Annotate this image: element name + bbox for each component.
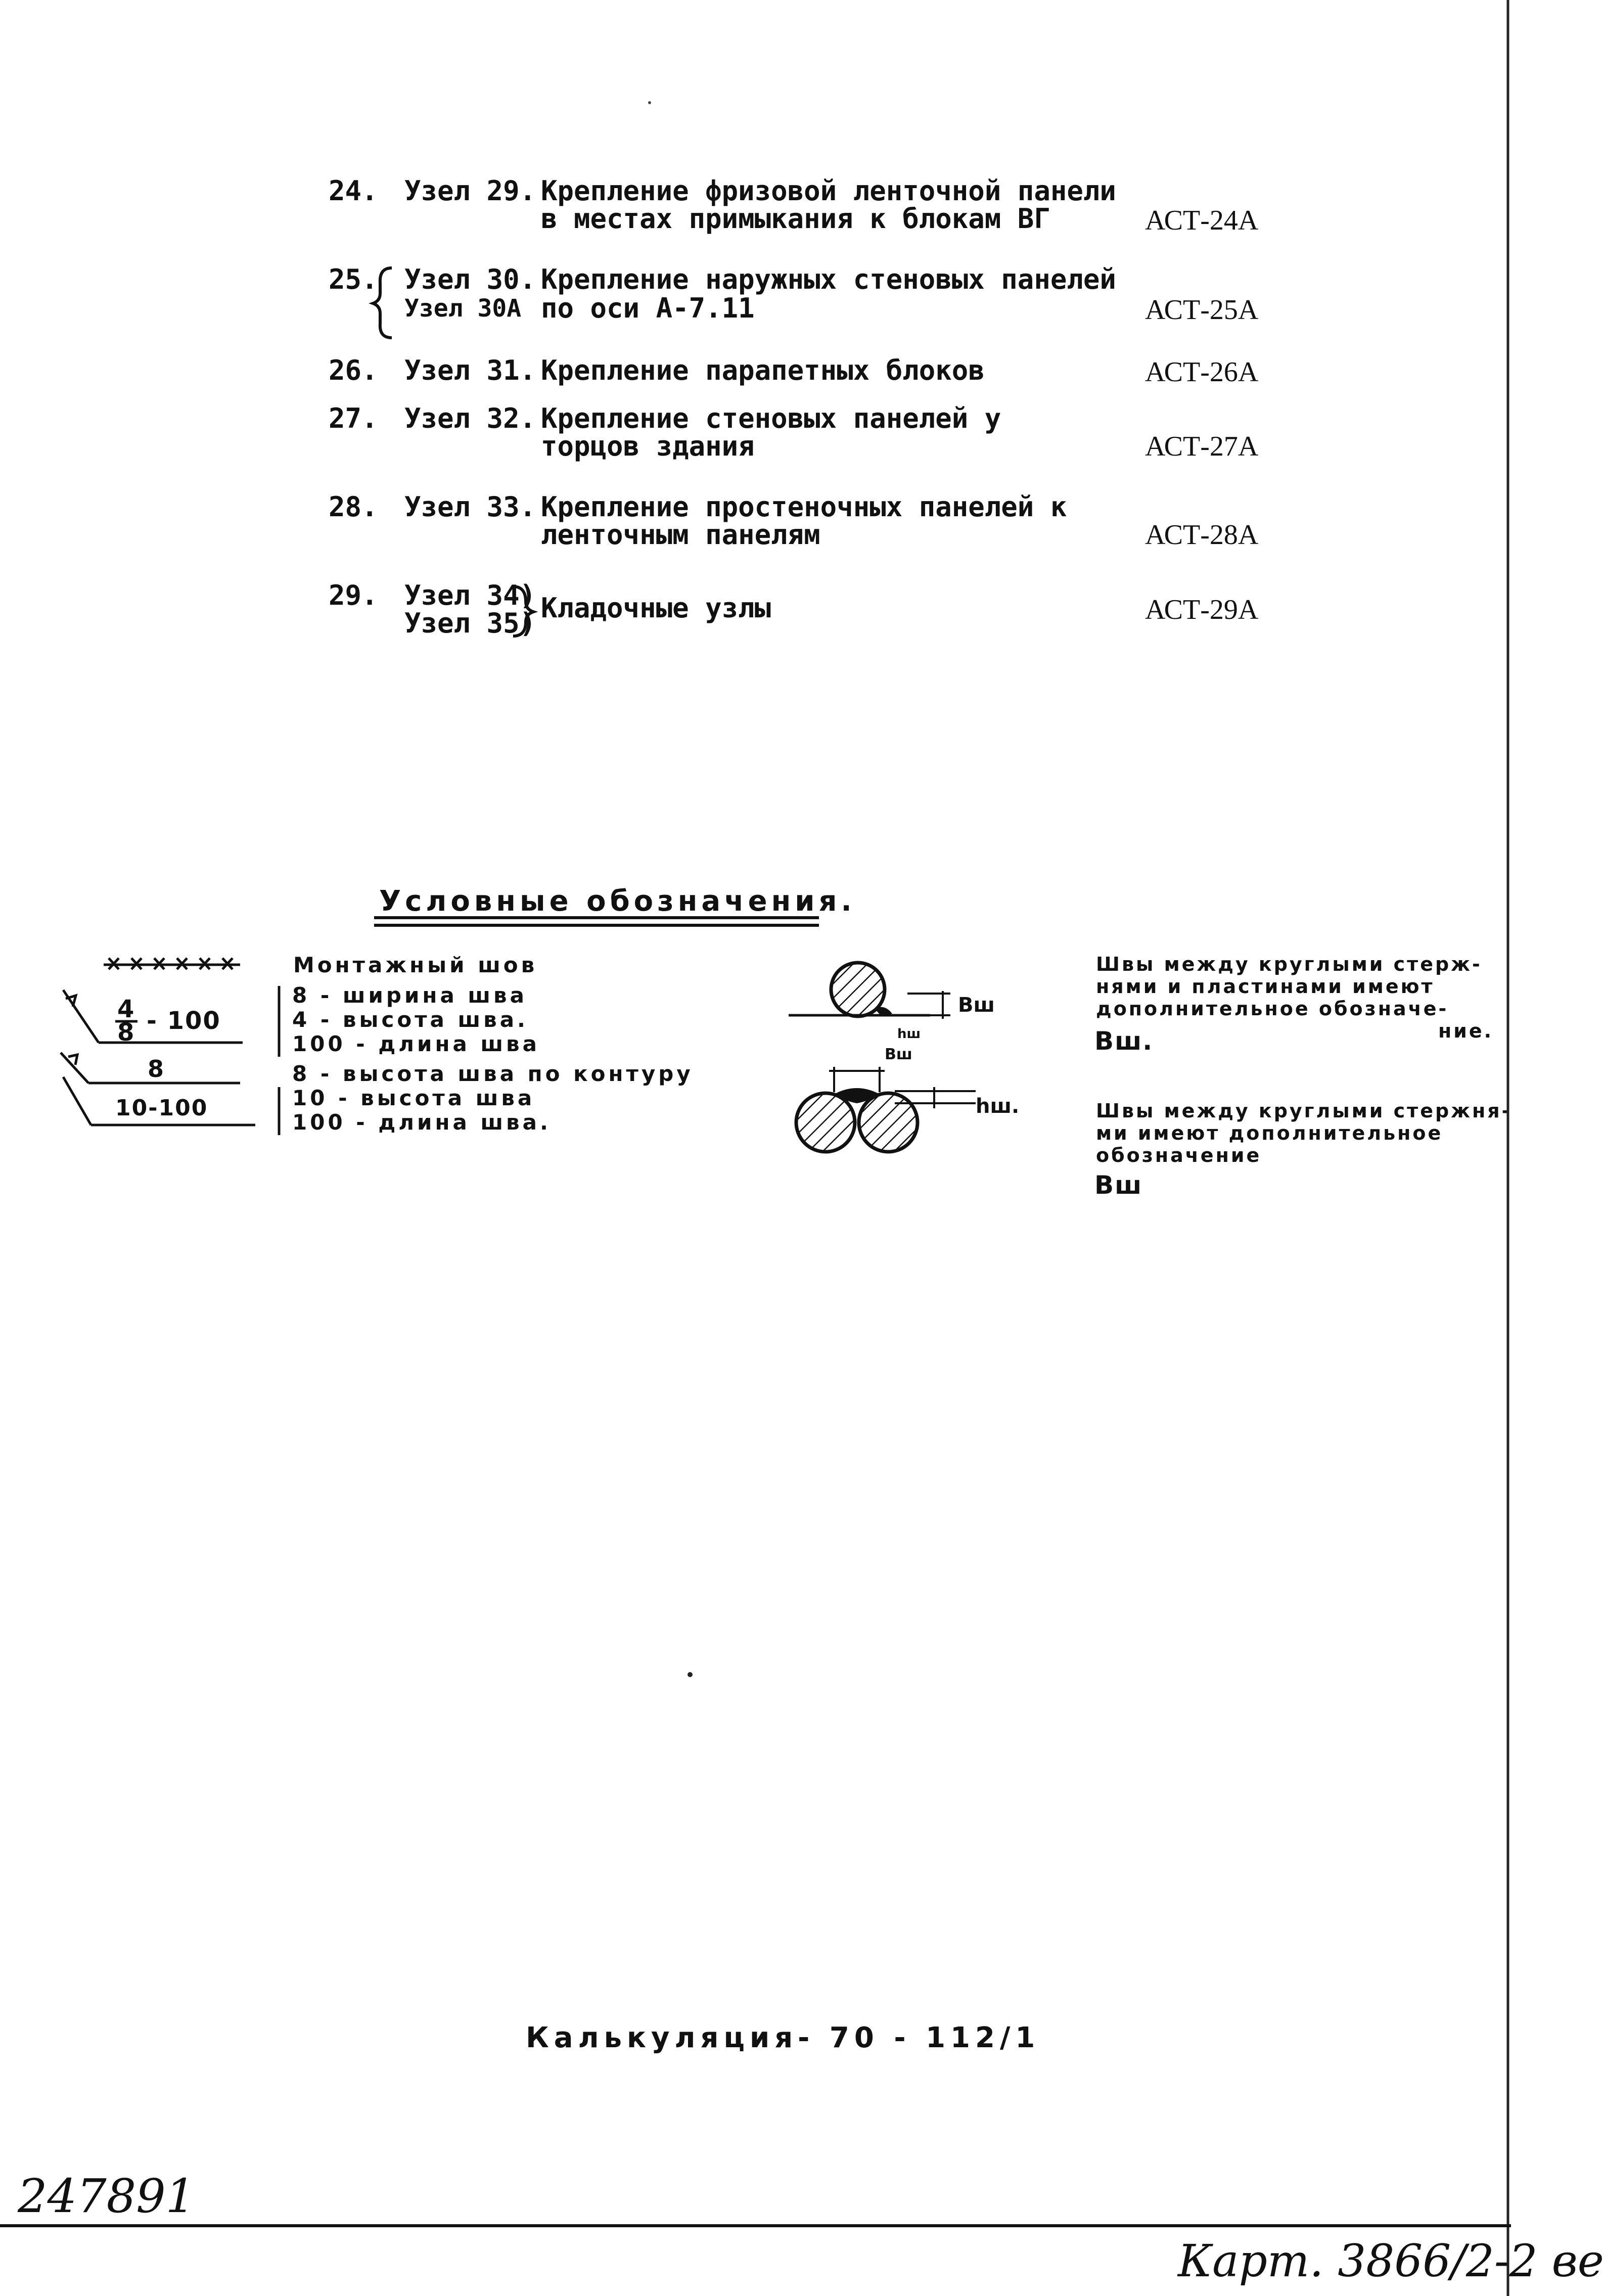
entry-node: Узел 34) [404, 579, 536, 611]
entry-number: 27. [329, 402, 378, 434]
note1-line1: Швы между круглыми стерж- [1096, 953, 1482, 975]
rod-plate-diagram [789, 963, 950, 1019]
entry-node: Узел 29. [404, 175, 536, 207]
note1-line2: нями и пластинами имеют [1096, 975, 1435, 998]
note2-symbol: Вш [1094, 1170, 1143, 1200]
diagram-h-label: hш [897, 1026, 921, 1042]
weld2-line1: 8 - высота шва по контуру [292, 1061, 694, 1086]
weld2-leader [61, 1053, 255, 1125]
weld2-line3: 100 - длина шва. [292, 1110, 551, 1135]
weld2-top: 8 [148, 1055, 167, 1083]
handwritten-reference: Карт. 3866/2-2 ве [1178, 2235, 1604, 2287]
weld2-bottom: 10-100 [115, 1095, 208, 1121]
entry-node: Узел 32. [404, 402, 536, 434]
weld1-leader [63, 990, 243, 1047]
montage-weld-symbol [104, 958, 240, 969]
entry-number: 24. [329, 175, 378, 207]
entry-description-line2: в местах примыкания к блокам ВГ [541, 203, 1050, 235]
note2-line1: Швы между круглыми стержня- [1096, 1100, 1512, 1122]
weld2-line2: 10 - высота шва [292, 1086, 535, 1110]
entry-number: 26. [329, 354, 378, 386]
entry-description-line2: торцов здания [541, 430, 755, 462]
entry-code: АСТ-26А [1145, 356, 1259, 388]
note2-line2: ми имеют дополнительное [1096, 1122, 1443, 1144]
entry-code: АСТ-24А [1145, 205, 1259, 236]
entry-node-secondary: Узел 35) [404, 607, 536, 639]
legend-symbol1-label: Монтажный шов [293, 953, 538, 977]
two-rod-diagram [796, 1067, 976, 1152]
entry-number: 28. [329, 491, 378, 523]
diagram-h-label-2: hш. [976, 1095, 1020, 1118]
weld1-numerator: 4 [117, 995, 138, 1023]
note1-line4: ние. [1438, 1020, 1494, 1042]
weld1-line1: 8 - ширина шва [292, 983, 527, 1008]
entry-description-line1: Крепление стеновых панелей у [541, 402, 1001, 434]
entry-code: АСТ-27А [1145, 431, 1259, 462]
entry-code: АСТ-28А [1145, 519, 1259, 551]
calculation-reference: Калькуляция- 70 - 112/1 [526, 2021, 1040, 2054]
entry-description-line1: Крепление парапетных блоков [541, 354, 985, 386]
entry-code: АСТ-29А [1145, 594, 1259, 625]
entry-node-secondary: Узел 30А [404, 294, 522, 323]
note2-line3: обозначение [1096, 1144, 1262, 1166]
handwritten-id: 247891 [18, 2169, 196, 2223]
brace-entry-29 [513, 587, 533, 636]
entry-description-line1: Крепление простеночных панелей к [541, 491, 1067, 523]
legend-title: Условные обозначения. [379, 885, 856, 918]
entry-node: Узел 31. [404, 354, 536, 386]
entry-description-line1: Крепление наружных стеновых панелей [541, 263, 1116, 295]
diagram-b-label-2: Вш [885, 1046, 912, 1063]
entry-code: АСТ-25А [1145, 294, 1259, 326]
scan-speck [688, 1672, 693, 1677]
entry-node: Узел 30. [404, 263, 536, 295]
weld1-denominator: 8 [117, 1018, 138, 1047]
diagram-b-label: Вш [958, 994, 995, 1017]
entry-description-line1: Кладочные узлы [541, 592, 771, 624]
entry-number: 25. [329, 263, 378, 295]
entry-number: 29. [329, 579, 378, 611]
brace-entry-25 [373, 268, 392, 338]
weld1-length: - 100 [147, 1007, 221, 1035]
note1-line3: дополнительное обозначе- [1096, 998, 1449, 1020]
weld1-line2: 4 - высота шва. [292, 1007, 528, 1032]
weld1-line3: 100 - длина шва [292, 1031, 540, 1056]
entry-description-line2: по оси А-7.11 [541, 292, 755, 324]
entry-description-line1: Крепление фризовой ленточной панели [541, 175, 1116, 207]
note1-symbol: Вш. [1094, 1026, 1154, 1056]
scan-speck [648, 101, 651, 104]
entry-description-line2: ленточным панелям [541, 519, 820, 551]
entry-node: Узел 33. [404, 491, 536, 523]
